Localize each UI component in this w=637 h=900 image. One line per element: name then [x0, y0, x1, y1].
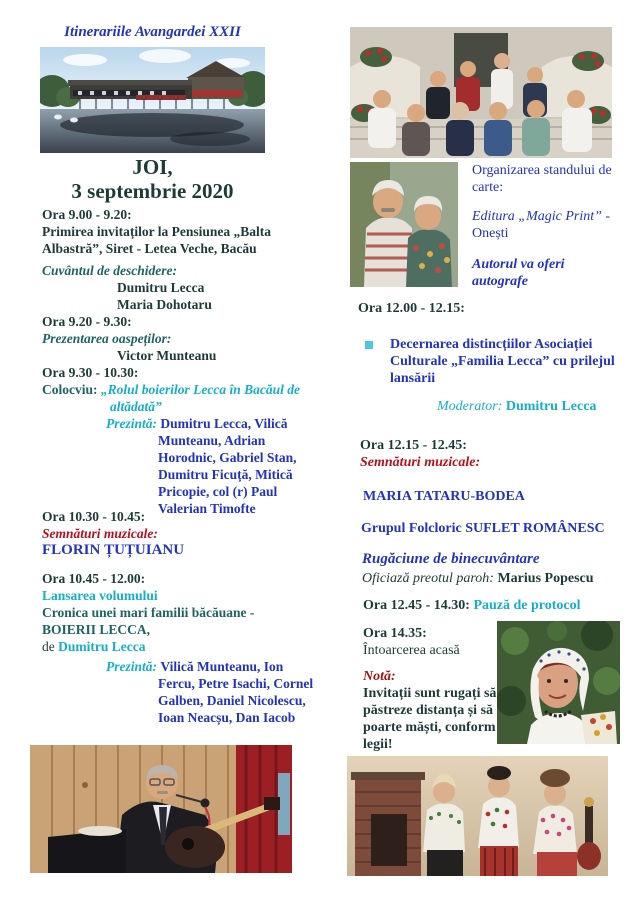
presents-label-1: Prezintă: [106, 416, 158, 431]
music-heading-1: Semnături muzicale: [42, 526, 158, 541]
book-stand-section [350, 162, 620, 290]
time-0900: Ora 9.00 - 9.20: [42, 207, 132, 222]
date-title [40, 155, 265, 203]
colloquium-quote: „Rolul boierilor Lecca în Bacăul de altădată” [100, 382, 300, 414]
stand-publisher-city: - Onești [472, 209, 611, 241]
music-name-3: Grupul Folcloric SUFLET ROMÂNESC [361, 521, 605, 536]
opening-heading: Cuvântul de deschidere: [42, 263, 177, 278]
schedule-0920 [42, 313, 318, 364]
launch-presenters: Vilică Munteanu, Ion Fercu, Petre Isachi, Cornel Galben, Daniel Nicolescu, Ioan Neacșu, Dan Iacob [158, 659, 314, 725]
return-home: Întoarcerea acasă [363, 643, 460, 658]
guests-heading: Prezentarea oaspeților: [42, 331, 172, 346]
family-photo [350, 27, 612, 158]
time-1030: Ora 10.30 - 10.45: [42, 509, 146, 524]
colloquium-presenters-line [106, 415, 320, 517]
music-heading-2: Semnături muzicale: [360, 455, 481, 470]
pension-photo [40, 47, 265, 153]
prayer-official-label: Oficiază preotul paroh: [362, 571, 494, 586]
colloquium-label: Colocviu: [42, 382, 98, 397]
launch-line3: BOIERII LECCA, [42, 622, 151, 637]
launch-line2: Cronica unei mari familii băcăuane - [42, 605, 255, 620]
opening-name-2: Maria Dohotaru [117, 297, 212, 312]
time-1215: Ora 12.15 - 12.45: [360, 438, 467, 453]
awards-item [365, 336, 618, 387]
colloquium-line [42, 381, 320, 415]
presents-label-2: Prezintă: [106, 659, 158, 674]
opening-name-1: Dumitru Lecca [117, 280, 205, 295]
launch-author-line [42, 638, 320, 655]
schedule-0900 [42, 206, 318, 257]
time-1200: Ora 12.00 - 12.15: [358, 301, 465, 316]
moderator-line [437, 398, 596, 415]
square-bullet-icon [365, 341, 373, 349]
schedule-opening [42, 262, 318, 313]
moderator-label: Moderator: [437, 399, 503, 414]
note-section [363, 668, 503, 753]
break-label: Pauză de protocol [473, 598, 581, 613]
schedule-1215 [360, 437, 630, 471]
schedule-0930 [42, 364, 320, 517]
stand-publisher-name: Editura „Magic Print” [472, 209, 602, 224]
stand-autographs: Autorul va oferi autografe [472, 257, 565, 289]
folk-woman-photo [497, 621, 620, 744]
time-0930: Ora 9.30 - 10.30: [42, 365, 139, 380]
time-1435: Ora 14.35: [363, 626, 427, 641]
desc-0900: Primirea invitaților la Pensiunea „Balta Albastră”, Siret - Letea Veche, Bacău [42, 224, 271, 256]
prayer-section [362, 551, 632, 587]
music-name-2: MARIA TATARU-BODEA [363, 489, 525, 504]
stand-heading: Organizarea standului de carte: [472, 163, 612, 195]
colloquium-presenters: Dumitru Lecca, Vilică Munteanu, Adrian Horodnic, Gabriel Stan, Dumitru Ficuță, Mitică Pricopie, col (r) Paul Valerian Timofte [158, 416, 297, 516]
schedule-1245 [363, 597, 581, 614]
music-name-1: FLORIN ȚUȚUIANU [42, 542, 185, 558]
series-title: Itinerariile Avangardei XXII [64, 24, 241, 40]
guitarist-photo [30, 745, 292, 873]
guests-name: Victor Munteanu [117, 348, 217, 363]
launch-presenters-line [106, 658, 320, 726]
stand-publisher [472, 208, 618, 242]
schedule-1435 [363, 625, 493, 659]
launch-line1: Lansarea volumului [42, 588, 158, 603]
time-1245: Ora 12.45 - 14.30: [363, 598, 470, 613]
time-1045: Ora 10.45 - 12.00: [42, 571, 146, 586]
date-title-date: 3 septembrie 2020 [71, 179, 234, 203]
launch-author: Dumitru Lecca [58, 639, 146, 654]
time-0920: Ora 9.20 - 9.30: [42, 314, 132, 329]
launch-by: de [42, 639, 55, 654]
prayer-official-line [362, 570, 632, 587]
note-label: Notă: [363, 669, 396, 684]
moderator-name: Dumitru Lecca [505, 399, 597, 414]
schedule-1030 [42, 508, 318, 559]
prayer-heading: Rugăciune de binecuvântare [362, 551, 540, 567]
prayer-official-name: Marius Popescu [497, 571, 594, 586]
book-stand-text [472, 162, 618, 290]
note-text: Invitații sunt rugați să păstreze distanța și să poarte măști, conform legii! [363, 686, 497, 752]
schedule-1045 [42, 570, 320, 726]
date-title-day: JOI, [132, 155, 173, 179]
folk-group-photo [347, 756, 608, 876]
couple-photo [350, 162, 458, 287]
awards-text: Decernarea distincțiilor Asociației Culturale „Familia Lecca” cu prilejul lansării [390, 337, 615, 386]
